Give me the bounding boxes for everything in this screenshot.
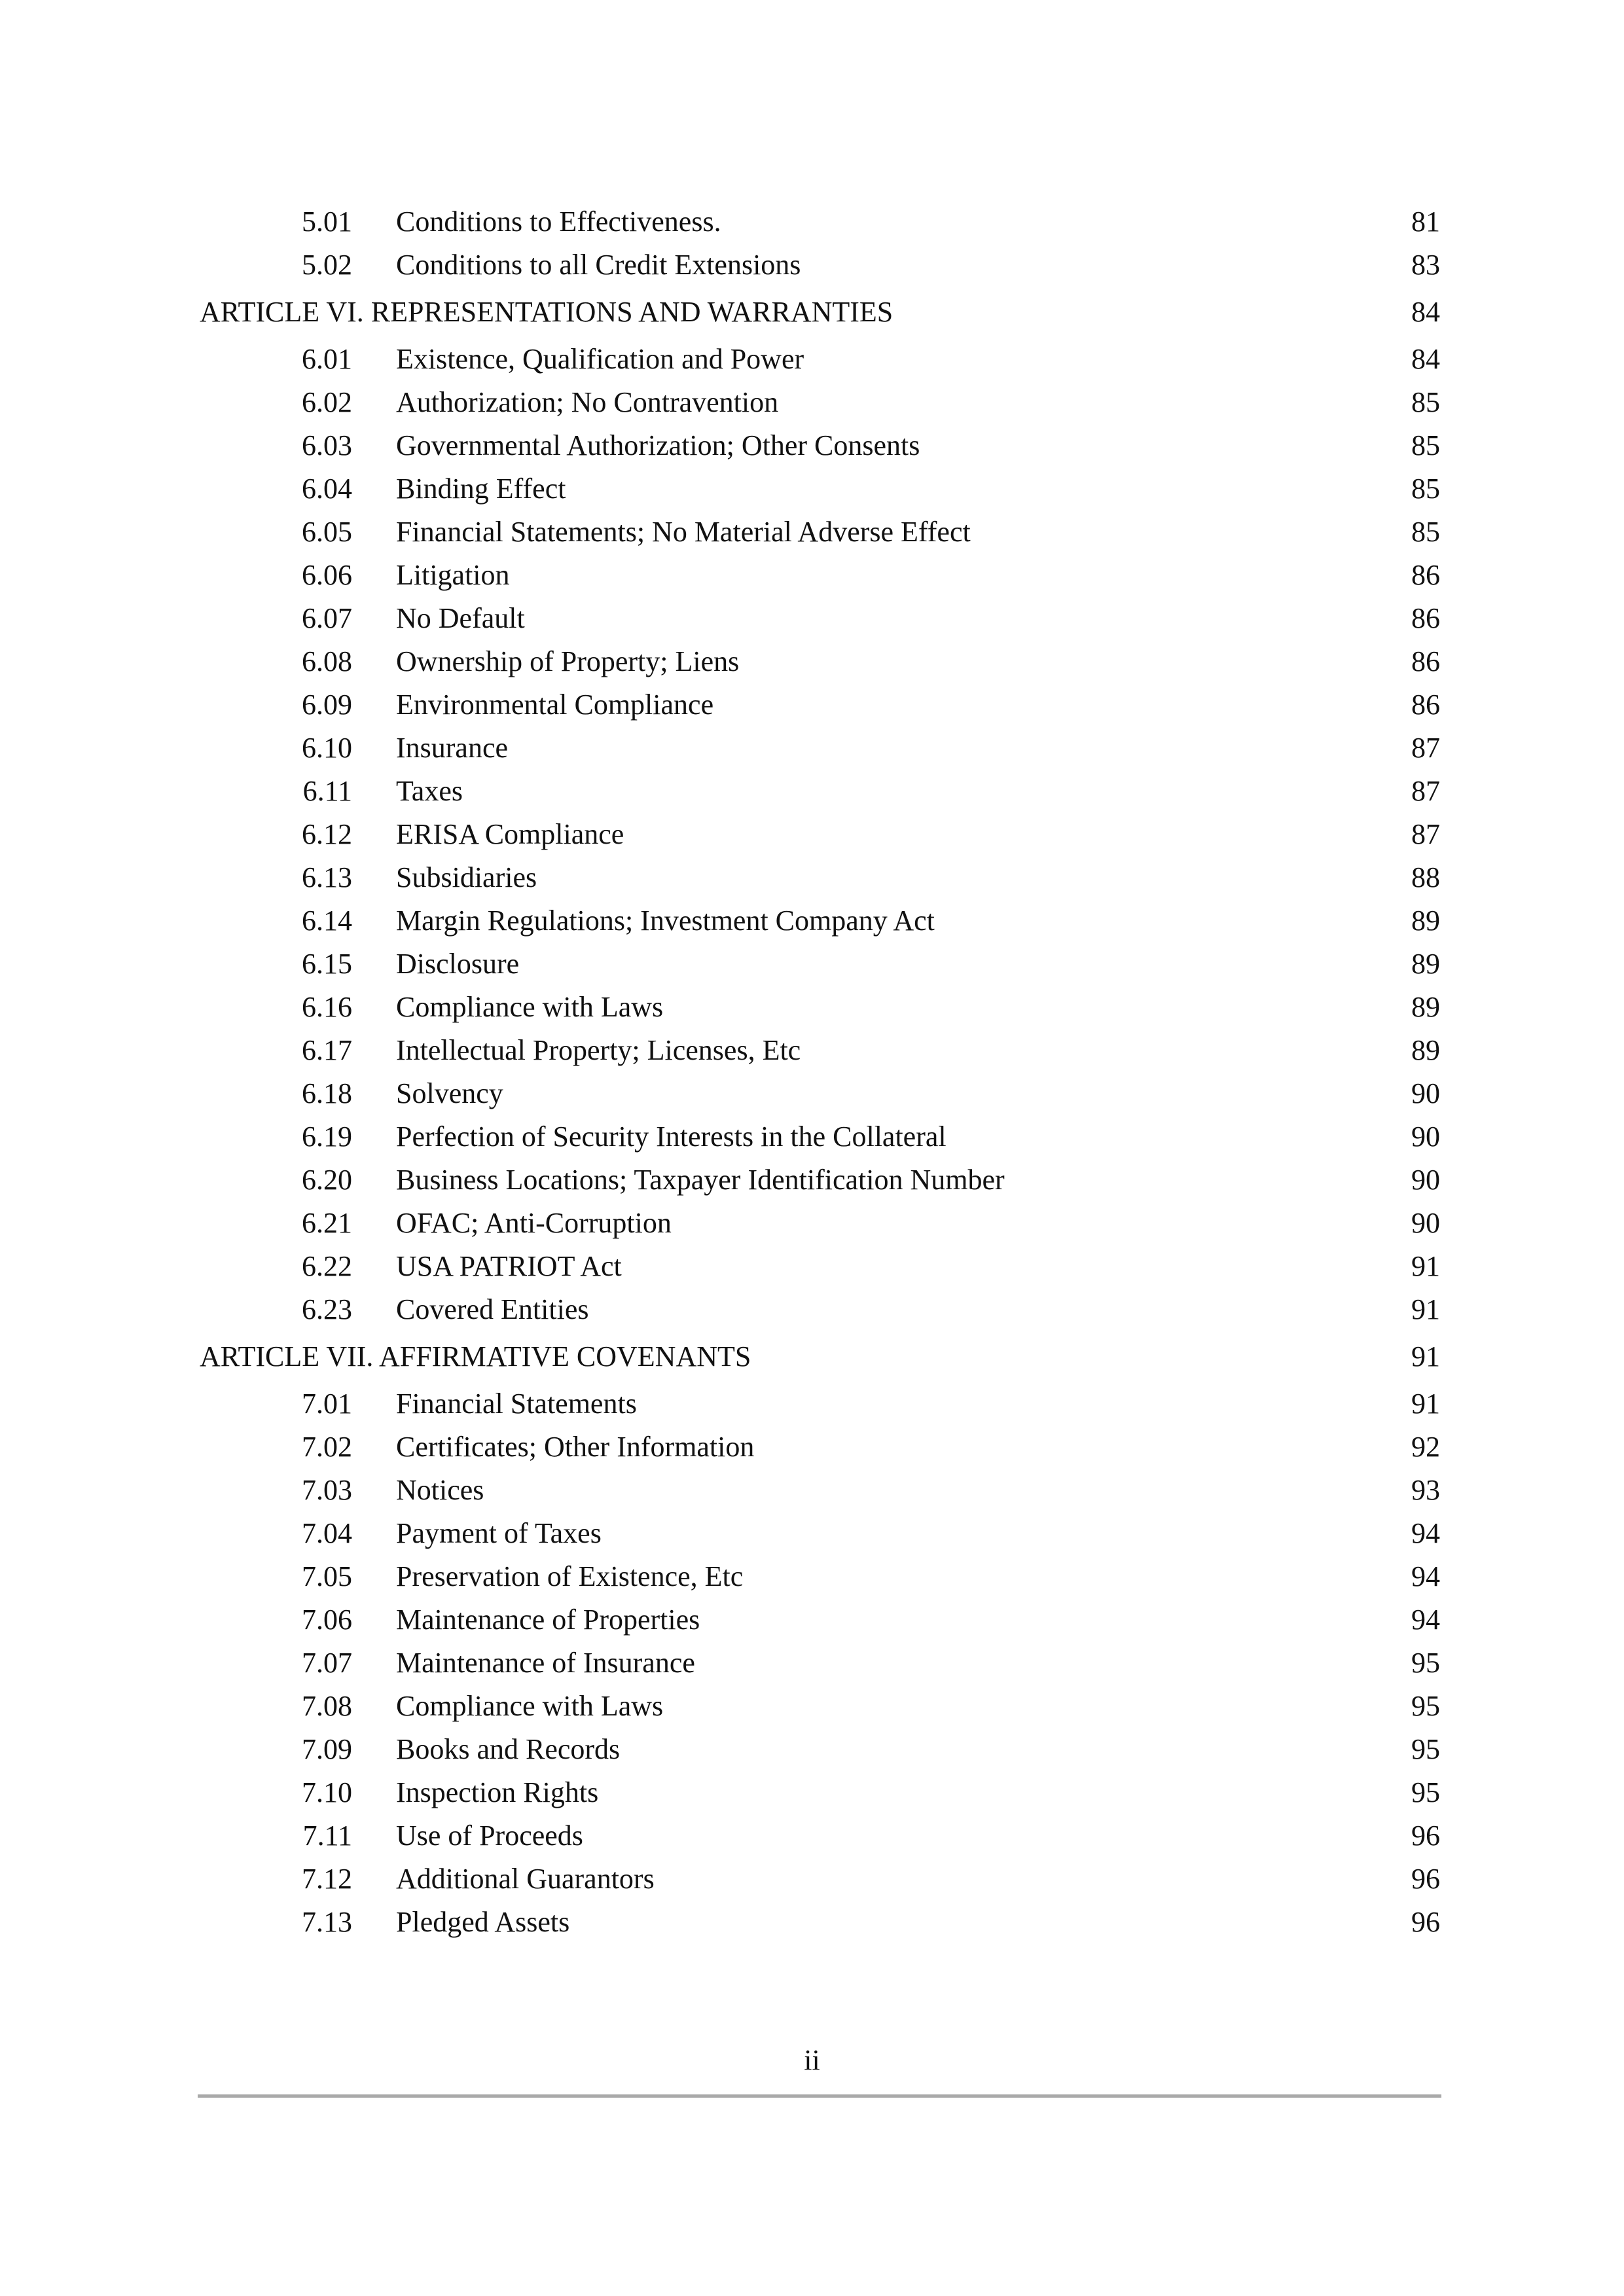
page-number: ii: [804, 2044, 820, 2076]
toc-page-number: 86: [1411, 602, 1440, 634]
toc-section-entry: [200, 381, 1440, 424]
toc-section-number: 6.13: [302, 861, 352, 893]
toc-section-number: 7.06: [302, 1604, 352, 1636]
toc-section-entry: [200, 770, 1440, 813]
toc-section-number: 6.02: [302, 386, 352, 418]
toc-section-title: Taxes: [396, 775, 463, 807]
toc-section-title: Use of Proceeds: [396, 1820, 583, 1852]
toc-section-title: Margin Regulations; Investment Company Act: [396, 905, 935, 937]
toc-section-number: 7.03: [302, 1474, 352, 1506]
toc-section-entry: [200, 640, 1440, 683]
toc-section-number: 5.01: [302, 206, 352, 238]
toc-section-entry: [200, 597, 1440, 640]
toc-page-number: 83: [1411, 249, 1440, 281]
toc-section-number: 6.16: [302, 991, 352, 1023]
toc-page-number: 91: [1411, 1340, 1440, 1372]
toc-section-entry: [200, 1685, 1440, 1728]
toc-page-number: 92: [1411, 1431, 1440, 1463]
toc-page-number: 91: [1411, 1250, 1440, 1282]
toc-section-title: Ownership of Property; Liens: [396, 645, 740, 677]
toc-section-number: 7.04: [302, 1517, 352, 1549]
toc-page-number: 86: [1411, 645, 1440, 677]
toc-section-title: OFAC; Anti-Corruption: [396, 1207, 672, 1239]
toc-page-number: 95: [1411, 1776, 1440, 1808]
toc-section-title: Notices: [396, 1474, 484, 1506]
toc-page-number: 90: [1411, 1207, 1440, 1239]
toc-section-title: USA PATRIOT Act: [396, 1250, 622, 1282]
toc-section-number: 6.08: [302, 645, 352, 677]
toc-section-title: Conditions to all Credit Extensions: [396, 249, 801, 281]
toc-section-entry: [200, 683, 1440, 726]
toc-section-entry: [200, 1202, 1440, 1245]
toc-section-title: Existence, Qualification and Power: [396, 343, 804, 375]
toc-page-number: 84: [1411, 296, 1440, 328]
toc-section-entry: [200, 1072, 1440, 1115]
toc-section-title: Financial Statements: [396, 1388, 637, 1420]
toc-section-entry: [200, 1029, 1440, 1072]
toc-page-number: 87: [1411, 732, 1440, 764]
toc-section-title: Intellectual Property; Licenses, Etc: [396, 1034, 801, 1066]
toc-section-entry: [200, 1469, 1440, 1512]
toc-page-number: 89: [1411, 1034, 1440, 1066]
toc-page-number: 95: [1411, 1733, 1440, 1765]
toc-page-number: 88: [1411, 861, 1440, 893]
toc-section-entry: [200, 813, 1440, 856]
toc-section-number: 7.12: [302, 1863, 352, 1895]
toc-section-title: Disclosure: [396, 948, 520, 980]
toc-page-number: 89: [1411, 905, 1440, 937]
toc-page-number: 86: [1411, 689, 1440, 721]
toc-section-number: 7.01: [302, 1388, 352, 1420]
toc-section-number: 6.18: [302, 1077, 352, 1109]
toc-section-title: Governmental Authorization; Other Consents: [396, 429, 920, 461]
toc-section-title: Inspection Rights: [396, 1776, 599, 1808]
toc-page-number: 91: [1411, 1293, 1440, 1325]
toc-section-number: 6.23: [302, 1293, 352, 1325]
toc-section-number: 6.01: [302, 343, 352, 375]
toc-page-number: 94: [1411, 1517, 1440, 1549]
toc-section-number: 6.17: [302, 1034, 352, 1066]
toc-section-number: 6.15: [302, 948, 352, 980]
toc-page-number: 90: [1411, 1121, 1440, 1153]
toc-section-title: ERISA Compliance: [396, 818, 624, 850]
toc-section-title: Additional Guarantors: [396, 1863, 655, 1895]
toc-section-entry: [200, 1555, 1440, 1598]
toc-section-title: Maintenance of Properties: [396, 1604, 700, 1636]
toc-page-number: 94: [1411, 1560, 1440, 1592]
toc-page-number: 85: [1411, 516, 1440, 548]
toc-section-entry: [200, 243, 1440, 287]
toc-section-title: Environmental Compliance: [396, 689, 714, 721]
toc-section-title: Pledged Assets: [396, 1906, 570, 1938]
toc-section-number: 7.13: [302, 1906, 352, 1938]
toc-section-entry: [200, 1288, 1440, 1331]
toc-section-entry: [200, 1382, 1440, 1426]
toc-page-number: 85: [1411, 429, 1440, 461]
toc-section-entry: [200, 467, 1440, 511]
toc-section-title: Authorization; No Contravention: [396, 386, 779, 418]
toc-section-number: 7.05: [302, 1560, 352, 1592]
toc-page-number: 90: [1411, 1077, 1440, 1109]
toc-page-number: 81: [1411, 206, 1440, 238]
toc-page-number: 91: [1411, 1388, 1440, 1420]
toc-section-title: Conditions to Effectiveness.: [396, 206, 721, 238]
toc-section-number: 6.09: [302, 689, 352, 721]
toc-section-number: 7.08: [302, 1690, 352, 1722]
toc-section-entry: [200, 1728, 1440, 1771]
toc-page-number: 96: [1411, 1863, 1440, 1895]
toc-page-number: 93: [1411, 1474, 1440, 1506]
toc-section-number: 6.22: [302, 1250, 352, 1282]
toc-page-number: 96: [1411, 1906, 1440, 1938]
toc-section-title: Solvency: [396, 1077, 503, 1109]
toc-section-entry: [200, 899, 1440, 942]
toc-article-heading: [200, 1335, 1440, 1378]
toc-section-entry: [200, 338, 1440, 381]
toc-section-entry: [200, 1245, 1440, 1288]
toc-section-title: Payment of Taxes: [396, 1517, 602, 1549]
toc-section-title: Preservation of Existence, Etc: [396, 1560, 744, 1592]
toc-section-number: 7.07: [302, 1647, 352, 1679]
toc-section-number: 5.02: [302, 249, 352, 281]
toc-section-title: Books and Records: [396, 1733, 621, 1765]
toc-article-heading: [200, 291, 1440, 334]
toc-section-number: 6.10: [302, 732, 352, 764]
toc-page-number: 89: [1411, 948, 1440, 980]
toc-section-entry: [200, 1641, 1440, 1685]
toc-section-title: No Default: [396, 602, 525, 634]
toc-section-entry: [200, 1158, 1440, 1202]
toc-section-title: Financial Statements; No Material Adverse Effect: [396, 516, 971, 548]
toc-section-number: 6.20: [302, 1164, 352, 1196]
toc-section-entry: [200, 1814, 1440, 1857]
toc-page-number: 85: [1411, 386, 1440, 418]
toc-section-title: Compliance with Laws: [396, 1690, 664, 1722]
toc-section-entry: [200, 726, 1440, 770]
toc-section-entry: [200, 1901, 1440, 1944]
toc-section-entry: [200, 856, 1440, 899]
toc-section-title: Business Locations; Taxpayer Identification Number: [396, 1164, 1005, 1196]
toc-section-title: Perfection of Security Interests in the Collateral: [396, 1121, 947, 1153]
toc-page-number: 95: [1411, 1647, 1440, 1679]
toc-page-number: 85: [1411, 473, 1440, 505]
toc-section-entry: [200, 511, 1440, 554]
toc-section-number: 7.02: [302, 1431, 352, 1463]
toc-page-number: 86: [1411, 559, 1440, 591]
toc-section-entry: [200, 1115, 1440, 1158]
footer-divider: [198, 2094, 1441, 2098]
toc-section-number: 6.11: [302, 775, 352, 807]
toc-page-number: 96: [1411, 1820, 1440, 1852]
toc-article-title: ARTICLE VI. REPRESENTATIONS AND WARRANTIES: [200, 296, 893, 328]
toc-section-number: 6.19: [302, 1121, 352, 1153]
toc-section-number: 6.07: [302, 602, 352, 634]
toc-section-number: 6.21: [302, 1207, 352, 1239]
toc-page-number: 95: [1411, 1690, 1440, 1722]
toc-section-entry: [200, 986, 1440, 1029]
toc-section-entry: [200, 1771, 1440, 1814]
toc-section-entry: [200, 942, 1440, 986]
toc-section-number: 7.10: [302, 1776, 352, 1808]
toc-section-entry: [200, 1598, 1440, 1641]
toc-section-title: Covered Entities: [396, 1293, 589, 1325]
toc-section-number: 6.05: [302, 516, 352, 548]
toc-section-entry: [200, 554, 1440, 597]
toc-page-number: 90: [1411, 1164, 1440, 1196]
toc-section-title: Binding Effect: [396, 473, 566, 505]
toc-section-number: 6.06: [302, 559, 352, 591]
toc-section-title: Maintenance of Insurance: [396, 1647, 695, 1679]
toc-section-number: 6.03: [302, 429, 352, 461]
toc-section-number: 6.04: [302, 473, 352, 505]
toc-section-number: 6.14: [302, 905, 352, 937]
toc-page-number: 87: [1411, 775, 1440, 807]
toc-page-number: 87: [1411, 818, 1440, 850]
toc-section-number: 7.09: [302, 1733, 352, 1765]
toc-page-number: 94: [1411, 1604, 1440, 1636]
table-of-contents: [200, 200, 1440, 1944]
toc-section-number: 6.12: [302, 818, 352, 850]
toc-article-title: ARTICLE VII. AFFIRMATIVE COVENANTS: [200, 1340, 751, 1372]
toc-page-number: 84: [1411, 343, 1440, 375]
toc-section-title: Subsidiaries: [396, 861, 537, 893]
toc-section-entry: [200, 1512, 1440, 1555]
toc-section-title: Compliance with Laws: [396, 991, 664, 1023]
toc-section-number: 7.11: [302, 1820, 352, 1852]
toc-section-entry: [200, 200, 1440, 243]
toc-section-entry: [200, 1426, 1440, 1469]
toc-section-entry: [200, 1857, 1440, 1901]
toc-section-title: Certificates; Other Information: [396, 1431, 755, 1463]
toc-section-entry: [200, 424, 1440, 467]
toc-page-number: 89: [1411, 991, 1440, 1023]
toc-section-title: Insurance: [396, 732, 509, 764]
toc-section-title: Litigation: [396, 559, 510, 591]
